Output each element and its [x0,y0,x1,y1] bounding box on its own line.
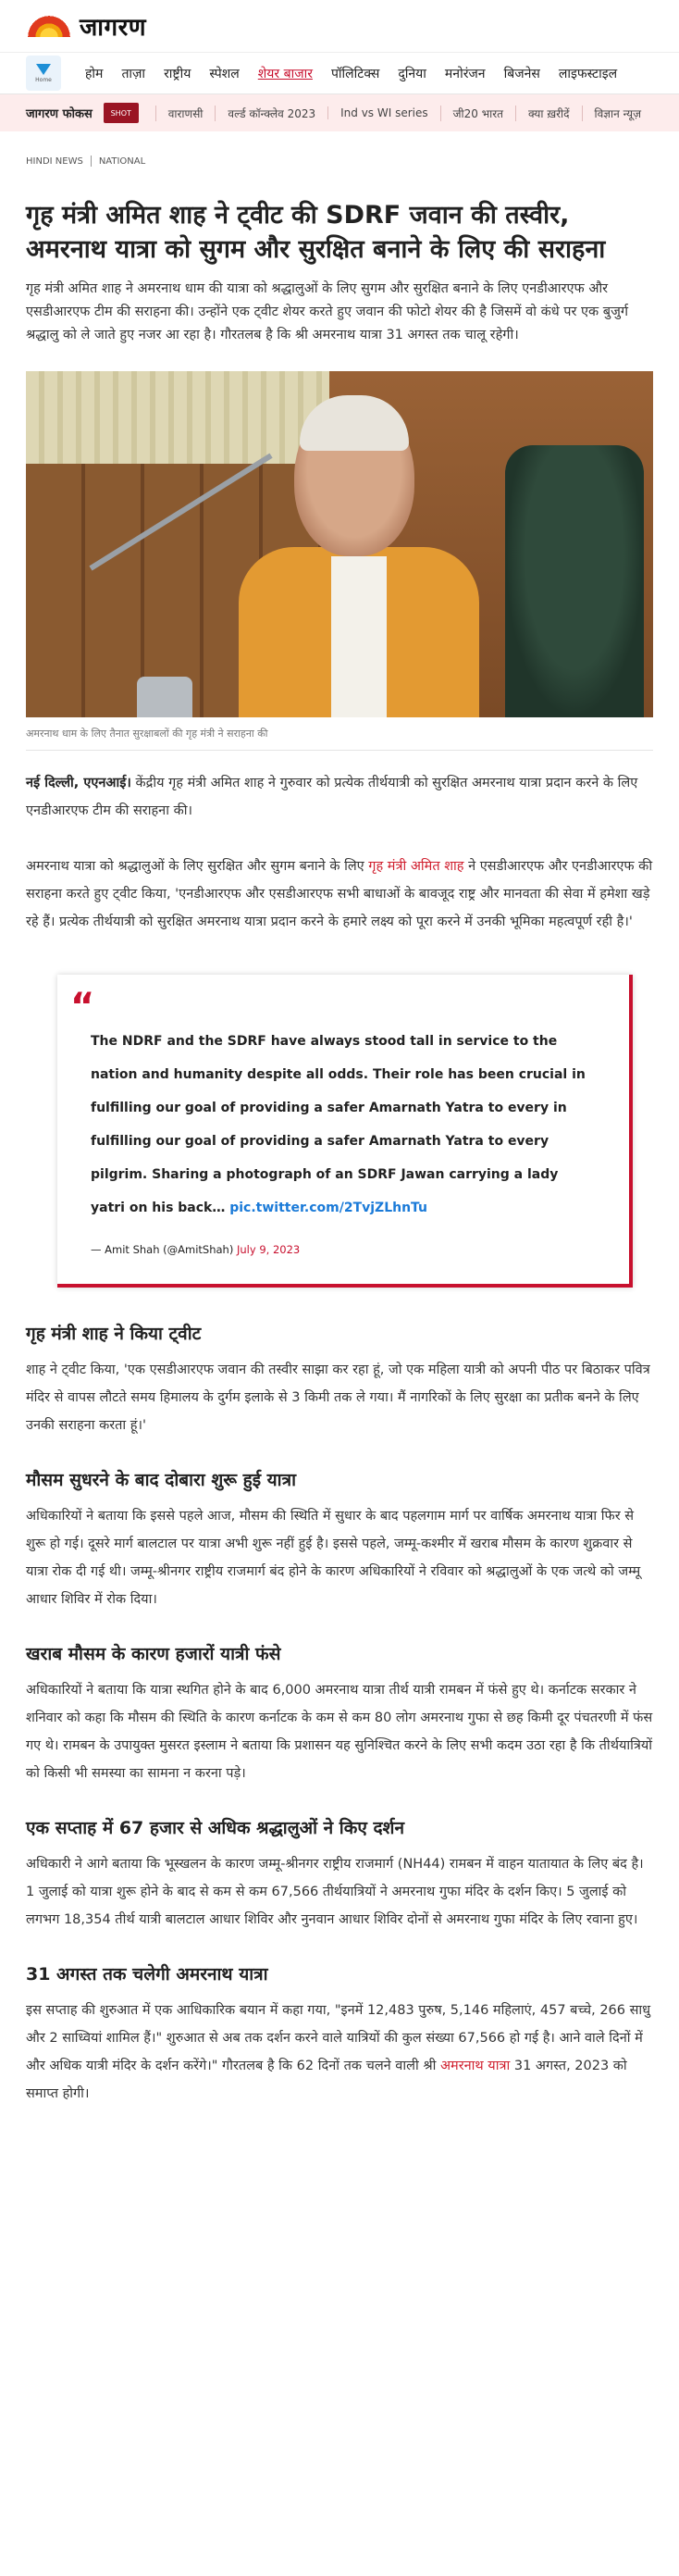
section-heading: गृह मंत्री शाह ने किया ट्वीट [26,1324,202,1344]
nav-item-special[interactable]: स्पेशल [209,66,240,81]
focus-item-science[interactable]: विज्ञान न्यूज़ [582,106,653,121]
focus-item-varanasi[interactable]: वाराणसी [155,106,216,121]
nav-item-entertainment[interactable]: मनोरंजन [444,66,486,81]
dateline: नई दिल्ली, एएनआई। [26,776,131,790]
embedded-tweet-quote [57,975,633,1288]
tweet-pic-link[interactable]: pic.twitter.com/2TvjZLhnTu [229,1201,428,1215]
focus-item-world-conclave[interactable]: वर्ल्ड कॉन्क्लेव 2023 [215,106,327,121]
sun-logo-icon [26,12,74,40]
main-nav [0,52,679,94]
focus-item-g20[interactable]: जी20 भारत [440,106,515,121]
breadcrumb-hindi-news[interactable]: HINDI NEWS [26,156,83,167]
top-header [0,0,679,52]
breadcrumb-separator [91,156,92,167]
breadcrumb-national[interactable]: NATIONAL [98,156,146,167]
shot-badge-icon[interactable]: SHOT [104,103,139,123]
section-tweet [26,1321,653,1439]
nav-item-politics[interactable]: पॉलिटिक्स [330,66,380,81]
article [0,198,679,2108]
section-darshan-count [26,1815,653,1934]
logo-text: जागरण [80,14,147,42]
nav-item-home[interactable]: होम [85,66,104,81]
section-heading: मौसम सुधरने के बाद दोबारा शुरू हुई यात्रा [26,1470,297,1490]
home-icon[interactable]: Home [26,56,61,91]
article-paragraph-2: अमरनाथ यात्रा को श्रद्धालुओं के लिए सुरक्षित और सुगम बनाने के लिए गृह मंत्री अमित शाह ने एसडीआरएफ और एनडीआरएफ की सराहना करते हुए ट्वीट किया, 'एनडीआरएफ और एसडीआरएफ सभी बाधाओं के बावजूद राष्ट्र और मानवता की सेवा में हमेशा खड़े रहे हैं। प्रत्येक तीर्थयात्री को सुरक्षित अमरनाथ यात्रा प्रदान करने के हमारे लक्ष्य को पूरा करने में उनकी भूमिका महत्वपूर्ण रही है।' [26,859,653,929]
quote-author: — Amit Shah (@AmitShah) July 9, 2023 [91,1243,301,1256]
article-hero-image [26,371,653,717]
focus-item-ind-wi[interactable]: Ind vs WI series [327,106,440,119]
quote-text: The NDRF and the SDRF have always stood tall in service to the nation and humanity despite all odds. Their role has been crucial in fulfilling our goal of providing a safer Amarnath Yatra to every in fulfilling our goal of providing a safer Amarnath Yatra to every pilgrim. Sharing a photograph of an SDRF Jawan carrying a lady yatri on his back… pic.twitter.com/2TvjZLhnTu [91,1034,586,1215]
nav-item-business[interactable]: बिजनेस [503,66,540,81]
section-text: इस सप्ताह की शुरुआत में एक आधिकारिक बयान में कहा गया, "इनमें 12,483 पुरुष, 5,146 महिलाएं, 457 बच्चे, 266 साधु और 2 साध्वियां शामिल हैं।" शुरुआत से अब तक दर्शन करने वाले यात्रियों की कुल संख्या 67,566 हो गई है। आने वाले दिनों में और अधिक यात्री मंदिर के दर्शन करेंगे।" गौरतलब है कि 62 दिनों तक चलने वाली श्री अमरनाथ यात्रा 31 अगस्त, 2023 को समाप्त होगी। [26,2003,651,2101]
link-home-minister[interactable]: गृह मंत्री [368,859,407,874]
tweet-date-link[interactable]: July 9, 2023 [237,1243,301,1256]
article-paragraph-1: नई दिल्ली, एएनआई। केंद्रीय गृह मंत्री अमित शाह ने गुरुवार को प्रत्येक तीर्थयात्री को सुरक्षित अमरनाथ यात्रा प्रदान करने के लिए एनडीआरएफ टीम की सराहना की। [26,776,638,818]
focus-label: जागरण फोकस [26,107,93,121]
nav-item-share-market[interactable]: शेयर बाजार [257,66,313,81]
section-text: शाह ने ट्वीट किया, 'एक एसडीआरएफ जवान की तस्वीर साझा कर रहा हूं, जो एक महिला यात्री को अपनी पीठ पर बिठाकर पवित्र मंदिर से वापस लौटते समय हिमालय के दुर्गम इलाके से 3 किमी तक ले गया। मैं नागरिकों के लिए सुरक्षा का प्रतीक बनने के लिए उनकी सराहना करता हूं।' [26,1363,650,1433]
article-title: गृह मंत्री अमित शाह ने ट्वीट की SDRF जवान की तस्वीर, अमरनाथ यात्रा को सुगम और सुरक्षित बनाने के लिए की सराहना [26,201,606,264]
jagran-logo[interactable] [26,9,146,43]
nav-item-lifestyle[interactable]: लाइफस्टाइल [558,66,618,81]
section-pilgrims-stranded [26,1641,653,1787]
nav-item-world[interactable]: दुनिया [398,66,426,81]
section-text: अधिकारी ने आगे बताया कि भूस्खलन के कारण जम्मू-श्रीनगर राष्ट्रीय राजमार्ग (NH44) रामबन में वाहन यातायात के लिए बंद है। 1 जुलाई को यात्रा शुरू होने के बाद से कम से कम 67,566 तीर्थयात्रियों ने अमरनाथ गुफा मंदिर के दर्शन किए। 5 जुलाई को लगभग 18,354 तीर्थ यात्री बालटाल आधार शिविर और नुनवान आधार शिविर दोनों से अमरनाथ गुफा मंदिर के लिए रवाना हुए। [26,1857,644,1927]
link-amarnath-yatra[interactable]: अमरनाथ यात्रा [439,2059,511,2073]
section-heading: खराब मौसम के कारण हजारों यात्री फंसे [26,1644,281,1664]
section-heading: एक सप्ताह में 67 हजार से अधिक श्रद्धालुओं ने किए दर्शन [26,1818,404,1838]
section-yatra-end [26,1961,653,2108]
article-summary: गृह मंत्री अमित शाह ने अमरनाथ धाम की यात्रा को श्रद्धालुओं के लिए सुगम और सुरक्षित बनाने के लिए एनडीआरएफ और एसडीआरएफ टीम की सराहना की। उन्होंने एक ट्वीट शेयर करते हुए जवान की फोटो शेयर की है जिसमें वो कंधे पर एक बुजुर्ग श्रद्धालु को ले जाते हुए नजर आ रहा है। गौरतलब है कि श्री अमरनाथ यात्रा 31 अगस्त तक चालू रहेगी। [26,281,628,342]
section-weather-resume [26,1467,653,1613]
nav-item-national[interactable]: राष्ट्रीय [164,66,191,81]
link-amit-shah[interactable]: अमित शाह [410,859,464,874]
section-text: अधिकारियों ने बताया कि इससे पहले आज, मौसम की स्थिति में सुधार के बाद पहलगाम मार्ग पर वार्षिक अमरनाथ यात्रा फिर से शुरू हो गई। दूसरे मार्ग बालटाल पर यात्रा अभी शुरू नहीं हुई है। इससे पहले, जम्मू-कश्मीर में खराब मौसम के कारण शुक्रवार से यात्रा रोक दी गई थी। जम्मू-श्रीनगर राष्ट्रीय राजमार्ग बंद होने के कारण अधिकारियों ने रविवार को श्रद्धालुओं के एक जत्थे को जम्मू आधार शिविर में रोक दिया। [26,1509,641,1607]
quote-mark-icon: “ [70,986,95,1028]
section-heading: 31 अगस्त तक चलेगी अमरनाथ यात्रा [26,1964,268,1985]
breadcrumb [0,156,679,167]
focus-item-what-to-buy[interactable]: क्या ख़रीदें [515,106,582,121]
nav-item-latest[interactable]: ताज़ा [121,66,146,81]
section-text: अधिकारियों ने बताया कि यात्रा स्थगित होने के बाद 6,000 अमरनाथ यात्रा तीर्थ यात्री रामबन में फंसे हुए थे। कर्नाटक सरकार ने शनिवार को कहा कि मौसम की स्थिति के कारण कर्नाटक के कम से कम 80 लोग अमरनाथ गुफा से छह किमी दूर पंचतरणी में फंस गए थे। रामबन के उपायुक्त मुसरत इस्लाम ने बताया कि प्रशासन यह सुनिश्चित करने के लिए सभी कदम उठा रहा है कि तीर्थयात्रियों को किसी भी समस्या का सामना न करना पड़े। [26,1683,653,1781]
image-caption: अमरनाथ धाम के लिए तैनात सुरक्षाबलों की गृह मंत्री ने सराहना की [26,727,653,751]
focus-bar [0,94,679,131]
